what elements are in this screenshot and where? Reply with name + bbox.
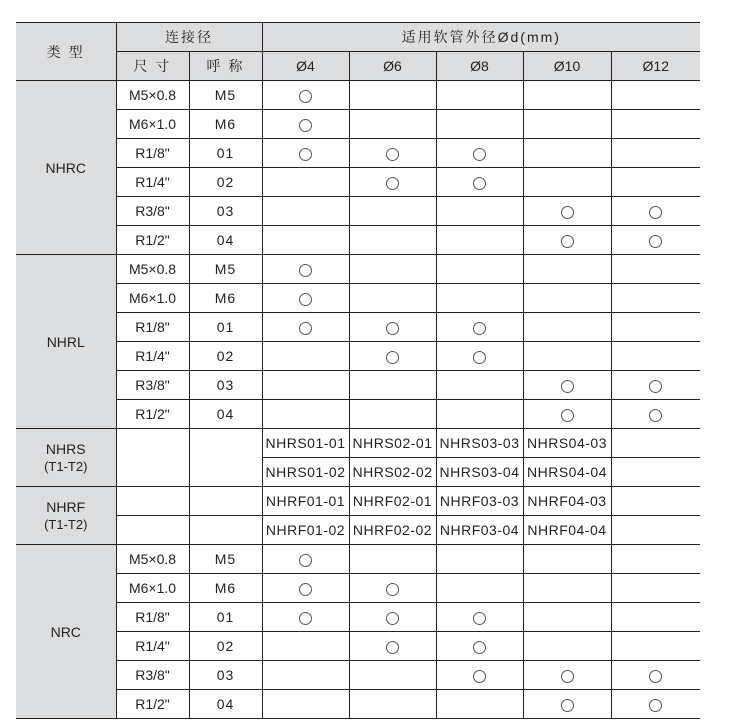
compatibility-cell	[523, 110, 611, 139]
compatible-mark-icon	[473, 612, 486, 625]
compatibility-cell	[262, 284, 349, 313]
code-cell: 03	[189, 661, 262, 690]
size-cell: R3/8"	[116, 197, 189, 226]
compatibility-cell	[523, 690, 611, 719]
compatibility-cell	[349, 313, 436, 342]
size-cell: R1/2"	[116, 690, 189, 719]
compatibility-cell	[523, 284, 611, 313]
compatible-mark-icon	[386, 322, 399, 335]
compatibility-cell	[611, 313, 700, 342]
table-row	[16, 284, 700, 313]
compatibility-cell	[349, 545, 436, 574]
compatibility-cell	[523, 226, 611, 255]
compatibility-cell	[611, 197, 700, 226]
compatibility-cell	[611, 284, 700, 313]
compatibility-cell	[611, 603, 700, 632]
compatible-mark-icon	[561, 699, 574, 712]
part-number-cell: NHRF04-03	[523, 487, 611, 516]
compatibility-cell	[611, 574, 700, 603]
code-cell: M5	[189, 81, 262, 110]
compatibility-cell	[349, 139, 436, 168]
code-cell: 02	[189, 168, 262, 197]
compatible-mark-icon	[473, 670, 486, 683]
compatibility-cell	[349, 110, 436, 139]
size-cell: R1/4"	[116, 632, 189, 661]
size-cell	[116, 429, 189, 487]
diameter-header: Ø12	[611, 52, 700, 81]
compatibility-cell	[262, 371, 349, 400]
compatible-mark-icon	[386, 612, 399, 625]
compatibility-cell	[262, 168, 349, 197]
table-row	[16, 429, 700, 458]
size-cell: R1/2"	[116, 226, 189, 255]
compatibility-cell	[611, 342, 700, 371]
compatibility-cell	[349, 342, 436, 371]
compatibility-cell	[523, 342, 611, 371]
compatible-mark-icon	[561, 409, 574, 422]
compatibility-cell	[262, 574, 349, 603]
code-cell: M5	[189, 255, 262, 284]
code-cell	[189, 516, 262, 545]
size-cell: M6×1.0	[116, 110, 189, 139]
code-cell	[189, 487, 262, 516]
code-cell: 02	[189, 342, 262, 371]
compatibility-cell	[436, 168, 523, 197]
compatible-mark-icon	[386, 641, 399, 654]
compatibility-cell	[436, 400, 523, 429]
part-number-cell	[611, 458, 700, 487]
compatible-mark-icon	[473, 177, 486, 190]
compatibility-cell	[262, 81, 349, 110]
type-name: NHRC	[45, 159, 86, 176]
compatibility-cell	[262, 313, 349, 342]
compatibility-cell	[611, 632, 700, 661]
type-subtype: (T1-T2)	[44, 459, 88, 474]
compatible-mark-icon	[299, 322, 312, 335]
code-cell: M6	[189, 110, 262, 139]
size-cell: R1/8"	[116, 603, 189, 632]
compatibility-cell	[523, 632, 611, 661]
type-cell	[16, 81, 116, 255]
compatibility-cell	[349, 574, 436, 603]
code-cell: 04	[189, 400, 262, 429]
compatibility-cell	[611, 661, 700, 690]
compatible-mark-icon	[649, 380, 662, 393]
header-row-2	[16, 52, 700, 81]
compatibility-cell	[436, 255, 523, 284]
table-row	[16, 661, 700, 690]
compatibility-cell	[262, 342, 349, 371]
compatible-mark-icon	[561, 206, 574, 219]
compatibility-cell	[436, 632, 523, 661]
size-cell	[116, 487, 189, 516]
size-cell: M6×1.0	[116, 284, 189, 313]
table-row	[16, 226, 700, 255]
compatible-mark-icon	[299, 90, 312, 103]
compatibility-cell	[523, 545, 611, 574]
compatibility-cell	[262, 603, 349, 632]
table-row	[16, 603, 700, 632]
compatibility-cell	[262, 632, 349, 661]
part-number-cell	[611, 487, 700, 516]
compatible-mark-icon	[299, 612, 312, 625]
compatibility-cell	[349, 197, 436, 226]
compatibility-cell	[349, 168, 436, 197]
compatible-mark-icon	[649, 235, 662, 248]
compatible-mark-icon	[649, 409, 662, 422]
compatibility-cell	[349, 81, 436, 110]
size-cell	[116, 516, 189, 545]
compatibility-cell	[436, 371, 523, 400]
code-cell: 03	[189, 371, 262, 400]
table-row	[16, 516, 700, 545]
compatible-mark-icon	[473, 351, 486, 364]
part-number-cell: NHRS01-02	[262, 458, 349, 487]
compatibility-cell	[523, 197, 611, 226]
compatibility-cell	[611, 110, 700, 139]
table-row	[16, 632, 700, 661]
compatibility-cell	[523, 400, 611, 429]
compatibility-cell	[436, 139, 523, 168]
compatibility-cell	[436, 342, 523, 371]
table-row	[16, 313, 700, 342]
part-number-cell: NHRS02-01	[349, 429, 436, 458]
compatibility-cell	[611, 371, 700, 400]
compatibility-cell	[611, 226, 700, 255]
type-cell	[16, 429, 116, 487]
type-cell	[16, 255, 116, 429]
compatibility-cell	[349, 284, 436, 313]
compatibility-cell	[436, 661, 523, 690]
code-cell: M5	[189, 545, 262, 574]
compatible-mark-icon	[561, 235, 574, 248]
table-row	[16, 168, 700, 197]
size-cell: R1/2"	[116, 400, 189, 429]
size-header: 尺 寸	[116, 52, 189, 81]
part-number-cell	[611, 516, 700, 545]
code-cell: 01	[189, 313, 262, 342]
compatibility-cell	[436, 574, 523, 603]
type-name: NHRS	[45, 441, 86, 457]
compatibility-cell	[436, 197, 523, 226]
size-cell: M5×0.8	[116, 545, 189, 574]
code-cell	[189, 429, 262, 487]
part-number-cell: NHRS04-03	[523, 429, 611, 458]
type-subtype: (T1-T2)	[44, 517, 88, 532]
code-cell: 04	[189, 690, 262, 719]
compatibility-cell	[262, 226, 349, 255]
size-cell: M5×0.8	[116, 81, 189, 110]
type-cell	[16, 545, 116, 719]
compatibility-cell	[436, 81, 523, 110]
part-number-cell: NHRF01-02	[262, 516, 349, 545]
compatibility-cell	[262, 110, 349, 139]
compatibility-cell	[436, 313, 523, 342]
part-number-cell: NHRS03-03	[436, 429, 523, 458]
table-row	[16, 342, 700, 371]
compatibility-cell	[262, 197, 349, 226]
code-cell: 01	[189, 139, 262, 168]
part-number-cell: NHRF04-04	[523, 516, 611, 545]
table-row	[16, 545, 700, 574]
compatibility-cell	[611, 168, 700, 197]
type-name: NHRF	[46, 499, 86, 515]
compatibility-cell	[262, 400, 349, 429]
connection-header: 连接径	[116, 23, 262, 52]
size-cell: R1/4"	[116, 342, 189, 371]
compatibility-cell	[349, 632, 436, 661]
compatibility-cell	[436, 690, 523, 719]
compatible-mark-icon	[649, 699, 662, 712]
compatible-mark-icon	[386, 148, 399, 161]
compatibility-cell	[262, 545, 349, 574]
compatibility-cell	[436, 226, 523, 255]
table-row	[16, 255, 700, 284]
compatible-mark-icon	[299, 554, 312, 567]
part-number-cell: NHRS04-04	[523, 458, 611, 487]
size-cell: R3/8"	[116, 661, 189, 690]
table-row	[16, 197, 700, 226]
compatible-mark-icon	[561, 380, 574, 393]
part-number-cell: NHRS03-04	[436, 458, 523, 487]
code-cell: 01	[189, 603, 262, 632]
part-number-cell: NHRF03-04	[436, 516, 523, 545]
compatibility-cell	[262, 255, 349, 284]
diameter-header: Ø6	[349, 52, 436, 81]
table-row	[16, 400, 700, 429]
table-row	[16, 110, 700, 139]
table-row	[16, 487, 700, 516]
compatibility-cell	[611, 255, 700, 284]
compatibility-cell	[611, 81, 700, 110]
code-header: 呼 称	[189, 52, 262, 81]
compatible-mark-icon	[473, 322, 486, 335]
compatibility-cell	[611, 400, 700, 429]
compatible-mark-icon	[299, 293, 312, 306]
compatibility-cell	[262, 690, 349, 719]
part-number-cell: NHRF02-02	[349, 516, 436, 545]
table-row	[16, 574, 700, 603]
compatibility-cell	[523, 661, 611, 690]
part-number-cell	[611, 429, 700, 458]
diameter-header: Ø10	[523, 52, 611, 81]
table-row	[16, 139, 700, 168]
code-cell: 02	[189, 632, 262, 661]
compatibility-cell	[611, 139, 700, 168]
type-cell	[16, 487, 116, 545]
size-cell: R1/8"	[116, 313, 189, 342]
type-name: NRC	[50, 623, 81, 640]
compatibility-cell	[523, 371, 611, 400]
part-number-cell: NHRS01-01	[262, 429, 349, 458]
compatible-mark-icon	[386, 351, 399, 364]
compatible-mark-icon	[299, 148, 312, 161]
table-body	[16, 81, 700, 719]
size-cell: R1/4"	[116, 168, 189, 197]
table-row	[16, 81, 700, 110]
part-number-cell: NHRS02-02	[349, 458, 436, 487]
compatibility-cell	[611, 545, 700, 574]
size-cell: M5×0.8	[116, 255, 189, 284]
size-cell: R1/8"	[116, 139, 189, 168]
compatibility-cell	[523, 168, 611, 197]
table-row	[16, 371, 700, 400]
compatibility-cell	[349, 400, 436, 429]
compatibility-cell	[523, 81, 611, 110]
compatible-mark-icon	[649, 206, 662, 219]
compatibility-cell	[349, 371, 436, 400]
compatibility-cell	[611, 690, 700, 719]
compatibility-cell	[349, 690, 436, 719]
compatibility-cell	[436, 603, 523, 632]
diameter-header: Ø8	[436, 52, 523, 81]
compatible-mark-icon	[561, 670, 574, 683]
part-number-cell: NHRF02-01	[349, 487, 436, 516]
compatibility-cell	[436, 284, 523, 313]
type-name: NHRL	[46, 333, 85, 350]
compatibility-cell	[349, 226, 436, 255]
compatibility-cell	[436, 110, 523, 139]
code-cell: M6	[189, 284, 262, 313]
table-row	[16, 690, 700, 719]
code-cell: M6	[189, 574, 262, 603]
size-cell: M6×1.0	[116, 574, 189, 603]
part-number-cell: NHRF01-01	[262, 487, 349, 516]
compatibility-cell	[523, 574, 611, 603]
compatible-mark-icon	[649, 670, 662, 683]
compatible-mark-icon	[299, 583, 312, 596]
compatibility-cell	[523, 139, 611, 168]
compatible-mark-icon	[299, 264, 312, 277]
header-row-1	[16, 23, 700, 52]
compatibility-cell	[349, 603, 436, 632]
part-number-cell: NHRF03-03	[436, 487, 523, 516]
compatibility-cell	[349, 661, 436, 690]
compatible-mark-icon	[386, 583, 399, 596]
compatibility-cell	[523, 255, 611, 284]
code-cell: 03	[189, 197, 262, 226]
compatibility-cell	[262, 139, 349, 168]
hose-od-header: 适用软管外径Ød(mm)	[262, 23, 700, 52]
compatibility-cell	[523, 603, 611, 632]
compatibility-cell	[262, 661, 349, 690]
code-cell: 04	[189, 226, 262, 255]
compatible-mark-icon	[473, 148, 486, 161]
diameter-header: Ø4	[262, 52, 349, 81]
size-cell: R3/8"	[116, 371, 189, 400]
compatible-mark-icon	[386, 177, 399, 190]
type-header: 类 型	[16, 23, 116, 81]
compatibility-table	[16, 22, 700, 719]
compatible-mark-icon	[473, 641, 486, 654]
compatibility-cell	[349, 255, 436, 284]
compatibility-cell	[436, 545, 523, 574]
compatible-mark-icon	[299, 119, 312, 132]
compatibility-cell	[523, 313, 611, 342]
